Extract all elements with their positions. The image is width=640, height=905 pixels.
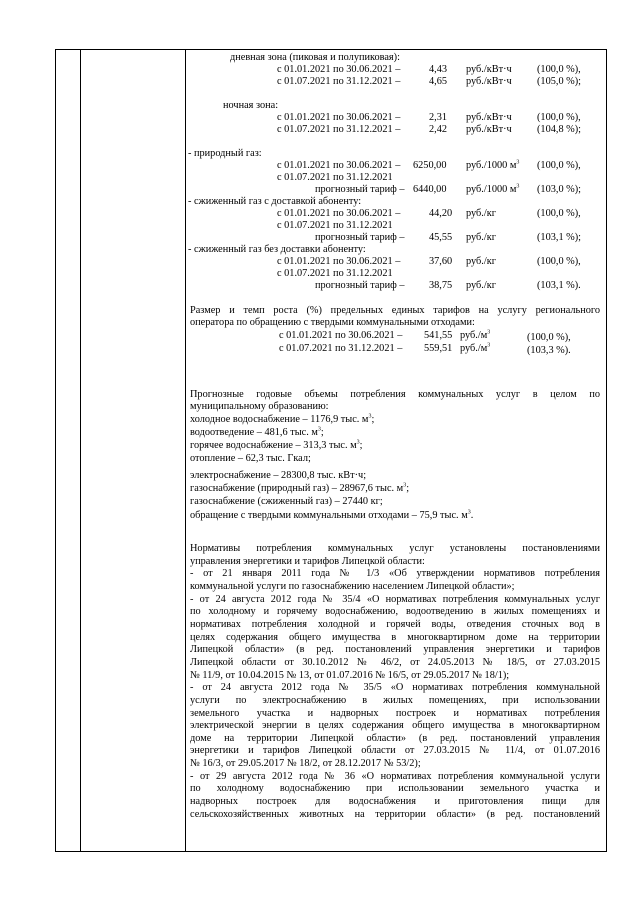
liquefied-gas-no-delivery-label: - сжиженный газ без доставки абоненту: [188, 244, 366, 255]
tariff-row-value: 6250,00 [413, 160, 447, 171]
tariff-row-value: 44,20 [429, 208, 453, 219]
norms-text-line: Нормативы потребления коммунальных услуг установлены постановлениями [190, 543, 600, 554]
tariff-row-percent: (103,1 %); [537, 232, 582, 243]
tariff-row-percent: (100,0 %), [537, 208, 581, 219]
norms-text-line: сельскохозяйственных животных на территории области» (в ред. постановлений [190, 808, 600, 820]
waste-row2-period: с 01.07.2021 по 31.12.2021 – [279, 343, 403, 354]
tariff-row-unit: руб./кг [466, 280, 496, 291]
norms-text-line: нормативах потребления холодной и горячей воды, отведения сточных вод в [190, 618, 600, 630]
norms-text-line: управления энергетики и тарифов Липецкой области: [190, 555, 425, 567]
natural-gas-label: - природный газ: [188, 148, 262, 159]
norms-text-line: электрической энергии в целях содержания общего имущества в многоквартирном [190, 720, 600, 732]
tariff-row-unit: руб./кВт·ч [466, 124, 512, 135]
norms-text-line: коммунальной услуги по газоснабжению населением Липецкой области»; [190, 581, 515, 592]
volume-item: обращение с твердыми коммунальными отходами – 75,9 тыс. $м^3$. [190, 509, 474, 521]
waste-row1-value: 541,55 [424, 330, 453, 341]
norms-text-line: услуги по электроснабжению в жилых помещениях, при использовании [190, 694, 600, 706]
tariff-row-value: 2,42 [429, 124, 448, 135]
norms-text-line: - от 29 августа 2012 года № 36 «О нормативах потребления коммунальной услуги [190, 770, 600, 782]
tariff-row-percent: (103,1 %). [537, 280, 581, 291]
tariff-row-period: прогнозный тариф – [315, 184, 405, 195]
tariff-row-period: с 01.07.2021 по 31.12.2021 [277, 268, 393, 279]
table-content-cell [186, 50, 606, 851]
waste-row1-period: с 01.01.2021 по 30.06.2021 – [279, 330, 403, 341]
tariff-row-value: 4,65 [429, 76, 448, 87]
tariff-row-value: 38,75 [429, 280, 453, 291]
tariff-row-value: 6440,00 [413, 184, 447, 195]
waste-row1-pct: (100,0 %), [527, 332, 571, 343]
norms-text-line: - от 24 августа 2012 года № 35/5 «О нормативах потребления коммунальной [190, 682, 600, 694]
norms-text-line: земельного участка и надворных построек и нормативах потребления [190, 707, 600, 719]
tariff-row-value: 45,55 [429, 232, 453, 243]
volumes-text-line-1: Прогнозные годовые объемы потребления коммунальных услуг в целом по [190, 389, 600, 400]
volume-item: электроснабжение – 28300,8 тыс. кВт·ч; [190, 470, 367, 481]
tariff-row-unit: руб./кг [466, 256, 496, 267]
tariff-row-period: с 01.01.2021 по 30.06.2021 – [277, 64, 401, 75]
waste-row2-value: 559,51 [424, 343, 453, 354]
night-zone-label: ночная зона: [223, 100, 279, 111]
norms-text-line: доме на территории Липецкой области» (в ред. постановлений управления [190, 732, 600, 744]
norms-text-line: № 11/9, от 10.04.2015 № 13, от 01.07.2016 № 16/5, от 29.05.2017 № 18/1); [190, 669, 510, 681]
tariff-row-percent: (103,0 %); [537, 184, 582, 195]
tariff-row-period: с 01.07.2021 по 31.12.2021 [277, 220, 393, 231]
norms-text-line: Липецкой области» (в ред. постановлений управления энергетики и тарифов [190, 644, 600, 656]
day-zone-label: дневная зона (пиковая и полупиковая): [230, 52, 400, 63]
norms-text-line: по холодному водоснабжению при использовании земельного участка и [190, 783, 600, 795]
tariff-row-value: 37,60 [429, 256, 453, 267]
volume-item: холодное водоснабжение – 1176,9 тыс. $м^3$; [190, 413, 375, 425]
tariff-row-unit: руб./1000 $м^3$ [466, 183, 520, 195]
norms-text-line: № 16/3, от 29.05.2017 № 18/2, от 28.12.2017 № 53/2); [190, 758, 421, 769]
volume-item: водоотведение – 481,6 тыс. $м^3$; [190, 426, 324, 438]
tariff-row-period: с 01.01.2021 по 30.06.2021 – [277, 256, 401, 267]
norms-text-line: по холодному и горячему водоснабжению, водоотведению в жилых помещениях и [190, 606, 600, 618]
table-frame [55, 49, 607, 852]
waste-tariff-text-line-2: оператора по обращению с твердыми коммунальными отходами: [190, 317, 475, 328]
tariff-row-value: 2,31 [429, 112, 448, 123]
tariff-row-period: с 01.07.2021 по 31.12.2021 – [277, 124, 401, 135]
waste-row2-unit: $руб./м^3$ [460, 342, 491, 354]
tariff-row-unit: руб./кг [466, 232, 496, 243]
tariff-row-percent: (105,0 %); [537, 76, 582, 87]
tariff-row-period: с 01.01.2021 по 30.06.2021 – [277, 160, 401, 171]
norms-text-line: Липецкой области от 30.10.2012 № 46/2, от 24.05.2013 № 18/5, от 27.03.2015 [190, 656, 600, 668]
volume-item: газоснабжение (сжиженный газ) – 27440 кг; [190, 496, 383, 507]
waste-row2-pct: (103,3 %). [527, 345, 571, 356]
waste-tariff-text-line-1: Размер и темп роста (%) предельных единых тарифов на услугу регионального [190, 305, 600, 316]
tariff-row-period: с 01.07.2021 по 31.12.2021 – [277, 76, 401, 87]
tariff-row-unit: руб./кВт·ч [466, 76, 512, 87]
volume-item: горячее водоснабжение – 313,3 тыс. $м^3$; [190, 439, 363, 451]
volume-item: газоснабжение (природный газ) – 28967,6 тыс. $м^3$; [190, 482, 410, 494]
tariff-row-period: с 01.07.2021 по 31.12.2021 [277, 172, 393, 183]
tariff-row-percent: (100,0 %), [537, 64, 581, 75]
tariff-row-percent: (100,0 %), [537, 160, 581, 171]
tariff-row-percent: (100,0 %), [537, 112, 581, 123]
tariff-row-unit: руб./1000 $м^3$ [466, 159, 520, 171]
tariff-row-percent: (104,8 %); [537, 124, 582, 135]
norms-text-line: - от 21 января 2011 года № 1/3 «Об утверждении нормативов потребления [190, 568, 600, 580]
volume-item: отопление – 62,3 тыс. Гкал; [190, 453, 311, 464]
tariff-row-unit: руб./кВт·ч [466, 64, 512, 75]
tariff-row-period: с 01.01.2021 по 30.06.2021 – [277, 112, 401, 123]
column-divider-1 [80, 50, 81, 851]
tariff-row-percent: (100,0 %), [537, 256, 581, 267]
tariff-row-period: прогнозный тариф – [315, 280, 405, 291]
tariff-row-period: прогнозный тариф – [315, 232, 405, 243]
volumes-text-line-2: муниципальному образованию: [190, 401, 329, 412]
tariff-row-unit: руб./кВт·ч [466, 112, 512, 123]
tariff-row-unit: руб./кг [466, 208, 496, 219]
waste-row1-unit: $руб./м^3$ [460, 329, 491, 341]
norms-text-line: целях содержания общего имущества в многоквартирном доме на территории [190, 631, 600, 643]
norms-text-line: надворных построек для водоснабжения и приготовления пищи для [190, 796, 600, 807]
tariff-row-value: 4,43 [429, 64, 448, 75]
norms-text-line: - от 24 августа 2012 года № 35/4 «О нормативах потребления коммунальных услуг [190, 593, 600, 605]
norms-text-line: энергетики и тарифов Липецкой области от 27.03.2015 № 11/4, от 01.07.2016 [190, 745, 600, 757]
liquefied-gas-delivery-label: - сжиженный газ с доставкой абоненту: [188, 196, 362, 207]
tariff-row-period: с 01.01.2021 по 30.06.2021 – [277, 208, 401, 219]
